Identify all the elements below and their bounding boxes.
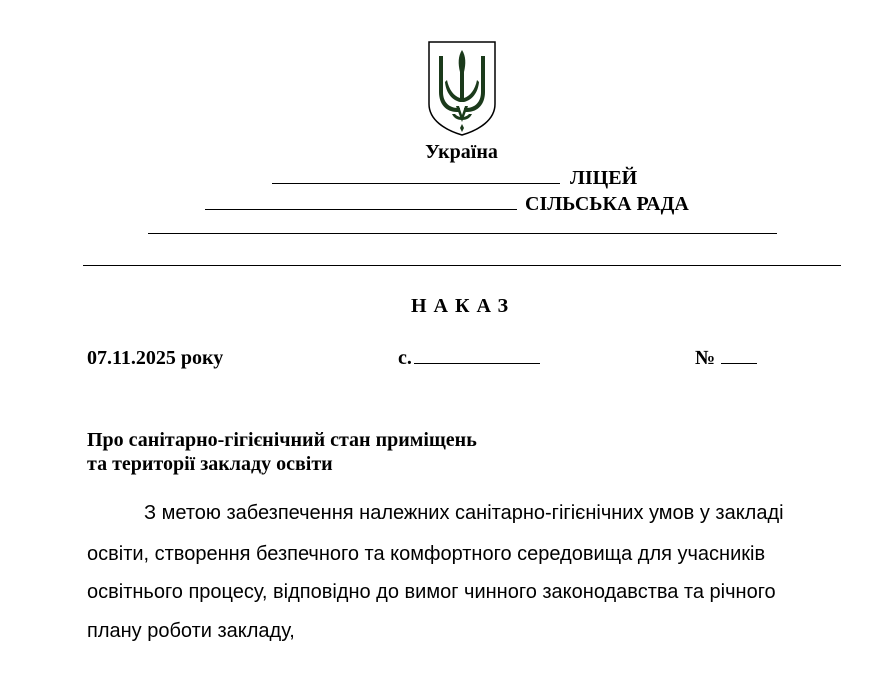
number-blank <box>721 347 757 364</box>
council-name-blank <box>205 193 517 210</box>
order-subject <box>87 428 477 476</box>
place-blank <box>414 347 540 364</box>
document-title: НАКАЗ <box>411 295 516 317</box>
body-line: освіти, створення безпечного та комфортного середовища для учасників <box>87 543 766 565</box>
header-divider <box>83 265 841 266</box>
coat-of-arms-trident-icon <box>427 40 497 137</box>
order-place <box>398 346 540 370</box>
institution-label: ЛІЦЕЙ <box>570 167 638 189</box>
subject-line: Про санітарно-гігієнічний стан приміщень <box>87 429 477 451</box>
subject-line: та території закладу освіти <box>87 453 333 475</box>
country-name: Україна <box>425 141 498 163</box>
place-prefix: с. <box>398 347 412 369</box>
body-line: З метою забезпечення належних санітарно-гігієнічних умов у закладі <box>144 502 784 524</box>
council-label: СІЛЬСЬКА РАДА <box>525 193 689 215</box>
council-line <box>205 192 689 216</box>
institution-name-blank <box>272 167 560 184</box>
institution-line <box>272 166 637 190</box>
address-blank-line <box>148 233 777 234</box>
order-number <box>695 346 757 370</box>
order-date: 07.11.2025 року <box>87 347 224 369</box>
number-prefix: № <box>695 347 716 369</box>
body-line: освітнього процесу, відповідно до вимог чинного законодавства та річного <box>87 581 776 603</box>
body-line: плану роботи закладу, <box>87 620 295 642</box>
